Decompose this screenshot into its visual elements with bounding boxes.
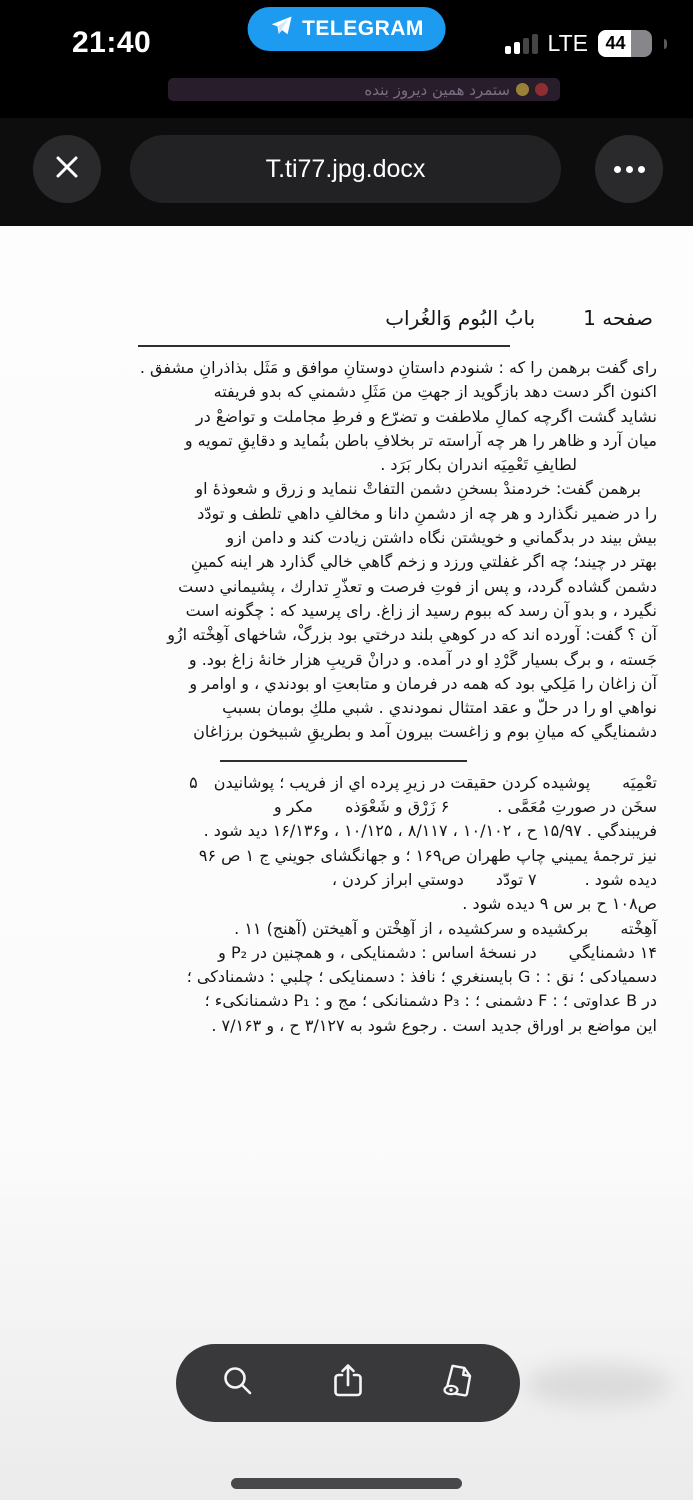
telegram-badge-label: TELEGRAM: [302, 17, 424, 40]
heading-divider: [138, 345, 510, 347]
ellipsis-icon: [614, 166, 645, 173]
network-type: LTE: [547, 30, 588, 56]
footnote-text-line: دیده شود . ۷ تودّد دوستي ابراز کردن ،: [331, 869, 657, 889]
notification-text: ستمرد همین دیروز بنده: [364, 80, 510, 99]
footnote-text-line: تعْمِیَه پوشیده کردن حقیقت در زیرِ پرده اي از فریب ؛ پوشانیدن ۵: [189, 772, 657, 792]
share-button[interactable]: [328, 1363, 368, 1403]
body-text-line: میان آرد و ظاهر را هر چه آراسته تر بخلافِ باطن بنُماید و دقایقِ تمویه و: [184, 430, 657, 450]
body-text-line: دشمنایگي که میانِ بوم و زاغست بیرون آمد و بطریقِ شبیخون برزاغان: [193, 722, 657, 742]
body-text-line: لطایفِ تَعْمِیَه اندران بکار بَرَد .: [380, 455, 657, 475]
body-text-line: دشمن گشاده گردد، و پس از فوتِ فرصت و تعذّرِ تدارك ، پشیماني دست: [178, 576, 657, 596]
share-icon: [328, 1361, 368, 1406]
body-text-line: را در ضمیر نگذارد و هر چه از دشمنِ دانا و مخالفِ داهي تلطف و تودّد: [197, 503, 657, 523]
body-text-line: بیش بیند در بدگماني و خویشتن نگاه داشتن زیادت کند و دامن ازو: [226, 528, 657, 548]
more-options-button[interactable]: [595, 135, 663, 203]
footnote-text-line: ص۱۰۸ ح بر س ۹ دیده شود .: [462, 894, 657, 914]
document-title-pill: [130, 135, 561, 203]
search-button[interactable]: [218, 1363, 258, 1403]
document-heading: [36, 306, 657, 330]
telegram-plane-icon: [269, 14, 293, 44]
footnote-text-line: ۱۴ دشمنایگي در نسخۀ اساس : دشمنایکی ، و همچنین در P₂ و: [218, 942, 657, 962]
heart-emoji-icon: [535, 83, 548, 96]
close-button[interactable]: [33, 135, 101, 203]
body-text-line: آن زاغان را مَلِکي بود که همه در فرمان و متابعتِ او بودندي ، و اوامر و: [189, 673, 657, 693]
body-text-line: نگیرد ، و بدو آن رسد که ببوم رسید از زاغ. رای پرسید که : چگونه است: [185, 600, 657, 620]
footnote-text-line: نیز ترجمۀ یمیني چاپ طهران ص۱۶۹ ؛ و جهانگشای جویني ج ۱ ص ۹۶: [198, 845, 657, 865]
close-icon: [50, 150, 84, 189]
document-filename: T.ti77.jpg.docx: [265, 154, 426, 183]
body-text-line: بهتر در چیند؛ چه اگر غفلتي ورزد و زخم گاهي خالي گذارد هر اینه کمینِ: [190, 552, 657, 572]
document-eye-icon: [437, 1360, 479, 1407]
document-content: [0, 306, 693, 1038]
document-body: [36, 356, 657, 745]
body-text-line: اکنون اگر دست دهد بازگوید از جهتِ من مَثَلِ دشمني که بدو فریفته: [213, 382, 657, 402]
battery-percent: 44: [605, 33, 626, 53]
footnote-text-line: دسمیادکی ؛ نق : : G بایسنغري ؛ نافذ : دسمنایکی ؛ چلبي : دشمنادکی ؛: [186, 967, 657, 987]
body-text-line: جَسته ، و برگ بسیار گَرْدِ او در آمده. و درانْ قریبِ هزار خانۀ زاغ بود. و: [188, 649, 657, 669]
document-footnotes: [36, 771, 657, 1038]
laughing-emoji-icon: [516, 83, 529, 96]
page-smudge: [524, 1364, 672, 1406]
search-icon: [219, 1362, 257, 1405]
battery-icon: [598, 30, 652, 57]
body-text-line: آن ؟ گفت: آورده اند که در کوهي بلند درختي بود بزرگْ، شاخهای آهِخْته ازُو: [167, 625, 657, 645]
clock: 21:40: [72, 26, 152, 59]
footnote-text-line: فریبندگي . ۱۵/۹۷ ح ، ۱۰/۱۰۲ ، ۸/۱۱۷ ، ۱۰/۱۲۵ ، و۱۶/۱۳۶ دید شود .: [203, 821, 657, 841]
footnote-text-line: آهِخْته برکشیده و سرکشیده ، از آهِخْتن و آهیختن (آهنج) ۱۱ .: [234, 918, 657, 938]
notification-banner[interactable]: [168, 78, 560, 101]
page-number-label: صفحه 1: [583, 306, 653, 330]
battery-cap: [664, 39, 667, 49]
footnote-text-line: در B عداوتی ؛ : F دشمنی ؛ : P₃ دشمنانکی ؛ مج و : P₁ دشمنانکیء ؛: [204, 991, 657, 1011]
body-text-line: رای گفت برهمن را که : شنودم داستانِ دوستانِ موافق و مَثَل بذاذرانِ مشفق .: [139, 358, 657, 377]
preview-button[interactable]: [438, 1363, 478, 1403]
telegram-badge[interactable]: [247, 7, 446, 51]
body-text-line: برهمن گفت: خردمندْ بسخنِ دشمن التفاتْ ننماید و زرق و شعوذۀ او: [195, 479, 657, 499]
document-viewer-header: [0, 118, 693, 226]
status-right-cluster: [505, 30, 667, 57]
footnote-text-line: سخَن در صورتِ مُعَمَّی . ۶ زَرْق و شَعْوَذه مکر و: [273, 797, 657, 817]
bottom-toolbar: [176, 1344, 520, 1422]
footnote-divider: [220, 760, 467, 762]
document-page[interactable]: [0, 226, 693, 1500]
body-text-line: نواهي او را در حلّ و عقد امتثال نمودندي . شبي ملكِ بومان بسببِ: [222, 698, 657, 718]
body-text-line: نشاید گشت اگرچه کمالِ ملاطفت و تضرّع و فرطِ مجاملت و تواضعْ در: [195, 406, 657, 426]
footnote-text-line: این مواضع بر اوراق جدید است . رجوع شود به ۳/۱۲۷ ح ، و ۷/۱۶۳ .: [211, 1015, 657, 1035]
signal-strength-icon: [505, 33, 538, 54]
chapter-title: بابُ البُوم وَالغُراب: [385, 306, 536, 330]
home-indicator[interactable]: [231, 1478, 462, 1489]
